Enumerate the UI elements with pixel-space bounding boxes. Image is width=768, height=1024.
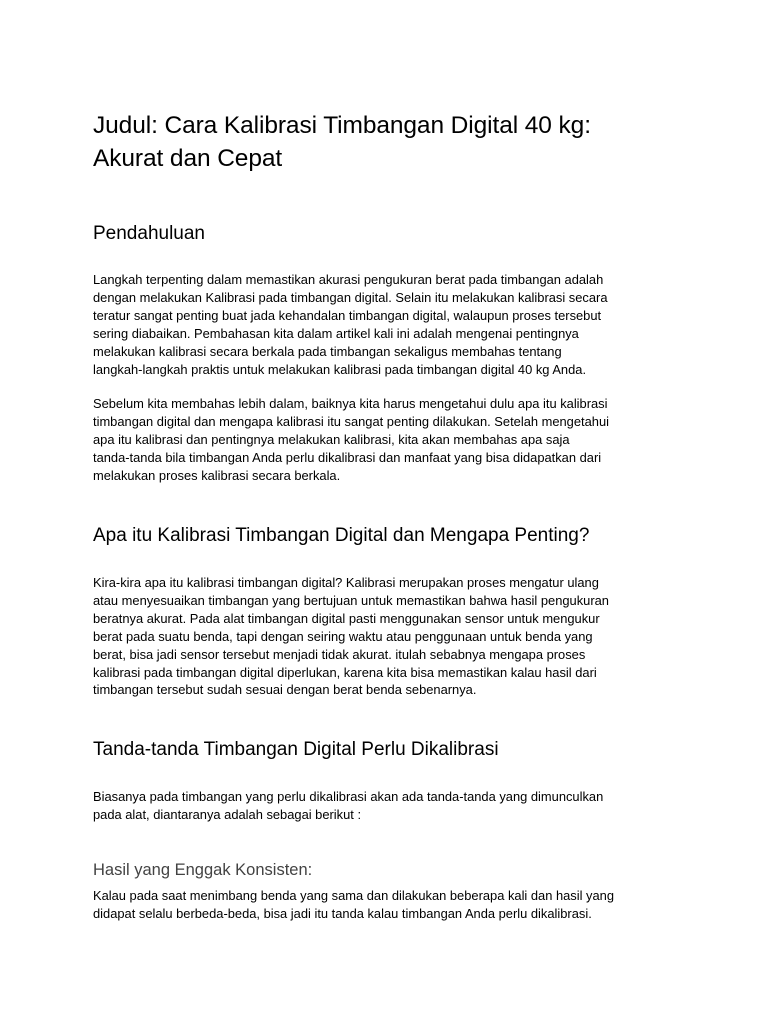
section-heading-pendahuluan: Pendahuluan	[93, 223, 205, 244]
paragraph-tanda-tanda: Biasanya pada timbangan yang perlu dikalibrasi akan ada tanda-tanda yang dimunculkan pada alat, diantaranya adalah sebagai berikut :	[93, 789, 604, 822]
section-heading-tanda-tanda: Tanda-tanda Timbangan Digital Perlu Dikalibrasi	[93, 739, 499, 760]
paragraph-hasil-tidak-konsisten: Kalau pada saat menimbang benda yang sama dan dilakukan beberapa kali dan hasil yang didapat selalu berbeda-beda, bisa jadi itu tanda kalau timbangan Anda perlu dikalibrasi.	[93, 888, 615, 921]
document-title: Judul: Cara Kalibrasi Timbangan Digital 40 kg: Akurat dan Cepat	[93, 112, 591, 172]
subsection-heading-hasil-tidak-konsisten: Hasil yang Enggak Konsisten:	[93, 861, 313, 879]
paragraph-pendahuluan-1: Langkah terpenting dalam memastikan akurasi pengukuran berat pada timbangan adalah dengan melakukan Kalibrasi pada timbangan digital. Selain itu melakukan kalibrasi secara teratur sangat penting buat jada kehandalan timbangan digital, walaupun proses tersebut sering diabaikan. Pembahasan kita dalam artikel kali ini adalah mengenai pentingnya melakukan kalibrasi secara berkala pada timbangan sekaligus membahas tentang langkah-langkah praktis untuk melakukan kalibrasi pada timbangan digital 40 kg Anda.	[93, 272, 608, 377]
paragraph-apa-itu-kalibrasi: Kira-kira apa itu kalibrasi timbangan digital? Kalibrasi merupakan proses mengatur ulang atau menyesuaikan timbangan yang bertujuan untuk memastikan bahwa hasil pengukuran beratnya akurat. Pada alat timbangan digital pasti menggunakan sensor untuk mengukur berat pada suatu benda, tapi dengan seiring waktu atau penggunaan untuk benda yang berat, bisa jadi sensor tersebut menjadi tidak akurat. itulah sebabnya mengapa proses kalibrasi pada timbangan digital diperlukan, karena kita bisa memastikan kalau hasil dari timbangan tersebut sudah sesuai dengan berat benda sebenarnya.	[93, 575, 609, 698]
section-heading-apa-itu-kalibrasi: Apa itu Kalibrasi Timbangan Digital dan Mengapa Penting?	[93, 525, 590, 546]
paragraph-pendahuluan-2: Sebelum kita membahas lebih dalam, baiknya kita harus mengetahui dulu apa itu kalibrasi timbangan digital dan mengapa kalibrasi itu sangat penting dilakukan. Setelah mengetahui apa itu kalibrasi dan pentingnya melakukan kalibrasi, kita akan membahas apa saja tanda-tanda bila timbangan Anda perlu dikalibrasi dan manfaat yang bisa didapatkan dari melakukan proses kalibrasi secara berkala.	[93, 396, 609, 483]
